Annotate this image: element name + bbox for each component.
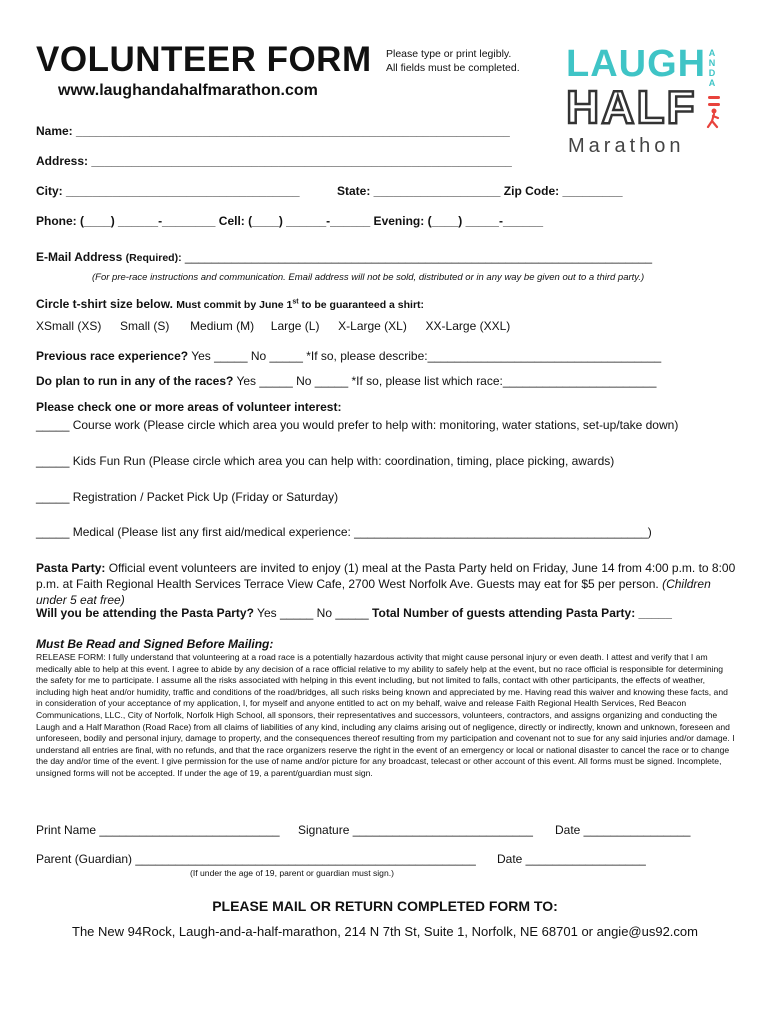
interest-registration[interactable]: _____ Registration / Packet Pick Up (Friday or Saturday) [36, 490, 339, 504]
address-field[interactable]: Address: _______________________________________________________________ [36, 154, 512, 168]
release-heading: Must Be Read and Signed Before Mailing: [36, 637, 274, 651]
release-text: RELEASE FORM: I fully understand that volunteering at a road race is a potentially hazardous activity that might cause personal injury or even death. I attest and verify that I am medically able to help at this event. I agree to abide by any decision of a race official relative to my ability to safely help at the event, but no race official is responsible for determining the safety for me to participate. I assume all the risks associated with helping in this event including, but not limited to falls, contact with other participants, the effects of weather, including high heat and/or humidity, traffic and conditions of the road/bridges, all such risks being known and appreciated by me. Having read this waiver and knowing these facts, and in consideration of your acceptance of my application, I, for myself and anyone entitled to act on my behalf, waive and release Faith Regional Health Services, Red Beacon Communications, LLC., City of Norfolk, Norfolk High School, all sponsors, their representatives and successors, volunteers, contractors, and assigns organizing and conducting the Laugh and a Half Marathon (Road Race) from all claims of liabilities of any kind, including any claims arising out of negligence, directly or indirectly, known and unknown, foreseen and unforeseen, bodily and personal injury, damage to property, and the consequences thereof resulting from my participation and covenant not to sue for any said injuries and/or damage. I understand all entries are final, with no refunds, and that the race organizers reserve the right in the event of an emergency or local or national disaster to cancel the race or to change the day and/or time of the event. I give permission for the use of name and/or picture for any broadcast, telecast or other account of this event. All forms must be signed. Incomplete, unsigned forms will not be accepted. If under the age of 19, a parent/guardian must sign. [36, 652, 735, 778]
laugh-and-a-half-logo [566, 44, 726, 159]
parent-guardian-field[interactable]: Parent (Guardian) ___________________________________________________ [36, 852, 476, 866]
note-line-2: All fields must be completed. [386, 62, 520, 74]
size-xs[interactable]: XSmall (XS) [36, 319, 102, 333]
mail-address: The New 94Rock, Laugh-and-a-half-marathon, 214 N 7th St, Suite 1, Norfolk, NE 68701 or angie@us92.com [72, 924, 698, 939]
shirt-commit-note: Must commit by June 1st to be guaranteed a shirt: [176, 298, 425, 311]
pasta-party-paragraph [36, 560, 741, 608]
race-experience-field[interactable] [36, 349, 661, 363]
race-experience-options[interactable]: Yes _____ No _____ *If so, please describe:___________________________________ [188, 349, 662, 363]
phone-field[interactable]: Phone: (____) ______-________ Cell: (____) ______-______ Evening: (____) _____-______ [36, 214, 543, 228]
logo-laugh-text: LAUGH [566, 43, 707, 85]
interest-kids-fun-run[interactable]: _____ Kids Fun Run (Please circle which area you can help with: coordination, timing, place picking, awards) [36, 454, 615, 468]
pasta-guests-field[interactable]: Total Number of guests attending Pasta Party: _____ [372, 606, 672, 620]
plan-to-run-options[interactable]: Yes _____ No _____ *If so, please list which race:_______________________ [233, 374, 657, 388]
shirt-label: Circle t-shirt size below. [36, 297, 173, 311]
size-xl[interactable]: X-Large (XL) [338, 319, 407, 333]
runner-icon [702, 94, 722, 130]
interest-course-work[interactable]: _____ Course work (Please circle which area you would prefer to help with: monitoring, water stations, set-up/take down) [36, 418, 679, 432]
size-l[interactable]: Large (L) [270, 319, 320, 333]
shirt-size-heading [36, 297, 424, 311]
interest-medical[interactable]: _____ Medical (Please list any first aid/medical experience: ____________________________________________) [36, 525, 652, 539]
pasta-attend-options[interactable]: Yes _____ No _____ [253, 606, 373, 620]
pasta-party-text: Official event volunteers are invited to enjoy (1) meal at the Pasta Party held on Friday, June 14 from 4:00 p.m. to 8:00 p.m. at Faith Regional Health Services Terrace View Cafe, 2700 West Norfolk Ave. Guests may eat for $5 per person. [36, 561, 736, 591]
date-field-1[interactable]: Date ________________ [555, 823, 691, 837]
print-name-field[interactable]: Print Name ___________________________ [36, 823, 280, 837]
instructions-note [386, 47, 556, 75]
logo-anda-text [704, 48, 720, 88]
email-note: (For pre-race instructions and communication. Email address will not be sold, distributed or in any way be given out to a third party.) [92, 272, 645, 283]
pasta-party-label: Pasta Party: [36, 561, 106, 575]
pasta-attend-field[interactable] [36, 606, 672, 620]
size-s[interactable]: Small (S) [120, 319, 170, 333]
state-zip-field[interactable]: State: ___________________ Zip Code: _________ [337, 184, 623, 198]
logo-anda-letters: ANDA [708, 48, 716, 88]
plan-to-run-field[interactable] [36, 374, 656, 388]
interest-heading: Please check one or more areas of volunteer interest: [36, 400, 342, 414]
shirt-sizes [36, 319, 510, 333]
mail-heading: PLEASE MAIL OR RETURN COMPLETED FORM TO: [212, 898, 558, 914]
pasta-attend-label: Will you be attending the Pasta Party? [36, 606, 254, 620]
size-m[interactable]: Medium (M) [190, 319, 255, 333]
name-field[interactable]: Name: _________________________________________________________________ [36, 124, 510, 138]
email-label: E-Mail Address [36, 250, 123, 264]
signature-field[interactable]: Signature ___________________________ [298, 823, 533, 837]
email-line[interactable]: ______________________________________________________________________ [181, 250, 653, 264]
pasta-children-note: (Children under 5 eat free) [36, 577, 711, 607]
note-line-1: Please type or print legibly. [386, 48, 512, 60]
form-title: VOLUNTEER FORM [36, 40, 372, 79]
logo-half-text: HALF [566, 81, 697, 133]
race-experience-label: Previous race experience? [36, 349, 189, 363]
parent-note: (If under the age of 19, parent or guardian must sign.) [190, 868, 394, 878]
size-xxl[interactable]: XX-Large (XXL) [425, 319, 511, 333]
plan-to-run-label: Do plan to run in any of the races? [36, 374, 234, 388]
date-field-2[interactable]: Date __________________ [497, 852, 646, 866]
logo-marathon-text: Marathon [568, 135, 685, 157]
email-required: (Required): [125, 252, 182, 264]
email-field[interactable] [36, 250, 652, 264]
website-url: www.laughandahalfmarathon.com [58, 82, 318, 99]
city-field[interactable]: City: ___________________________________ [36, 184, 300, 198]
